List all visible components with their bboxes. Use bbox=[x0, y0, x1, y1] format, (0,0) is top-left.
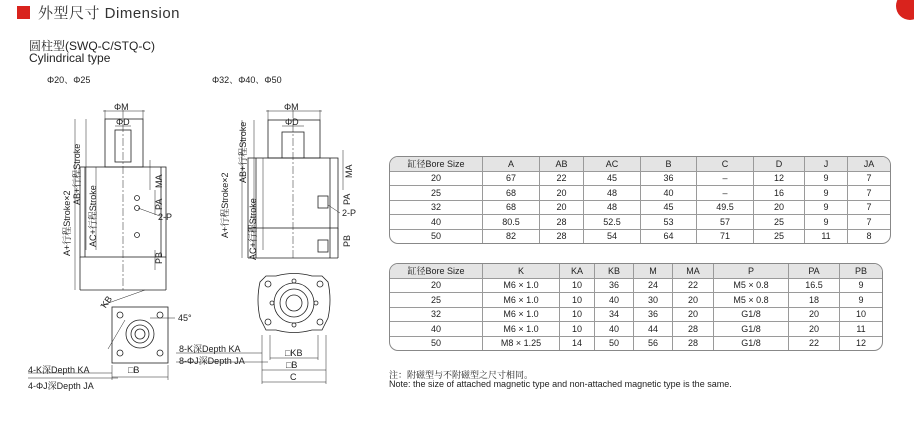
right-dim-c: C bbox=[290, 372, 297, 382]
table-cell: 22 bbox=[540, 171, 584, 186]
right-dim-pa: PA bbox=[342, 193, 352, 205]
table-cell: 20 bbox=[390, 171, 483, 186]
table-cell: 7 bbox=[848, 186, 891, 201]
table-header: P bbox=[714, 264, 789, 278]
table-header-row bbox=[390, 157, 890, 171]
table-cell: M6 × 1.0 bbox=[483, 278, 560, 293]
table-cell: 82 bbox=[483, 229, 540, 243]
table-row bbox=[390, 293, 882, 308]
table-cell: 7 bbox=[848, 215, 891, 230]
table-cell: 68 bbox=[483, 186, 540, 201]
table-cell: 32 bbox=[390, 307, 483, 322]
table-cell: 14 bbox=[560, 336, 595, 350]
table-cell: 9 bbox=[805, 186, 848, 201]
table-cell: 45 bbox=[641, 200, 697, 215]
table-cell: M6 × 1.0 bbox=[483, 322, 560, 337]
table-cell: – bbox=[697, 171, 754, 186]
table-cell: 40 bbox=[595, 322, 634, 337]
table-row bbox=[390, 171, 890, 186]
table-cell: 18 bbox=[789, 293, 840, 308]
note-cn: 注：附磁型与不附磁型之尺寸相同。 bbox=[389, 370, 534, 380]
table-cell: 12 bbox=[754, 171, 805, 186]
table-cell: 45 bbox=[584, 171, 641, 186]
table-cell: 10 bbox=[840, 307, 883, 322]
table-row bbox=[390, 229, 890, 243]
table-cell: 28 bbox=[540, 229, 584, 243]
right-dim-d: ΦD bbox=[285, 117, 299, 127]
type-title-cn: 圆柱型(SWQ-C/STQ-C) bbox=[29, 39, 155, 53]
table-cell: 64 bbox=[641, 229, 697, 243]
table-cell: 28 bbox=[673, 322, 714, 337]
table-cell: M6 × 1.0 bbox=[483, 307, 560, 322]
right-dim-pb: PB bbox=[342, 234, 352, 247]
table-cell: 9 bbox=[805, 171, 848, 186]
page-title: 外型尺寸 Dimension bbox=[38, 5, 181, 22]
table-row bbox=[390, 186, 890, 201]
table-cell: 40 bbox=[390, 215, 483, 230]
table-header: D bbox=[754, 157, 805, 171]
right-note-k: 8-K深Depth KA bbox=[179, 344, 241, 354]
table-row bbox=[390, 278, 882, 293]
right-dim-ab: AB+行程Stroke bbox=[238, 121, 248, 183]
table-cell: 49.5 bbox=[697, 200, 754, 215]
left-port-label: 2-P bbox=[158, 212, 173, 222]
table-header: AB bbox=[540, 157, 584, 171]
table-cell: 10 bbox=[560, 307, 595, 322]
table-header: PA bbox=[789, 264, 840, 278]
table-header: AC bbox=[584, 157, 641, 171]
left-dim-ac: AC+行程Stroke bbox=[88, 185, 98, 247]
table-cell: 25 bbox=[390, 293, 483, 308]
table-cell: 32 bbox=[390, 200, 483, 215]
right-bore-caption: Φ32、Φ40、Φ50 bbox=[212, 75, 282, 85]
right-bottom-view bbox=[176, 274, 330, 385]
table-header: PB bbox=[840, 264, 883, 278]
right-dim-stroke2: A+行程Stroke×2 bbox=[220, 172, 230, 238]
table-cell: 40 bbox=[595, 293, 634, 308]
table-cell: 44 bbox=[634, 322, 673, 337]
table-cell: 22 bbox=[789, 336, 840, 350]
table-cell: 71 bbox=[697, 229, 754, 243]
table-cell: 50 bbox=[390, 229, 483, 243]
table-cell: 36 bbox=[595, 278, 634, 293]
table-cell: 30 bbox=[634, 293, 673, 308]
table-cell: 10 bbox=[560, 322, 595, 337]
dimension-table-2 bbox=[389, 263, 883, 351]
left-dim-stroke2: A+行程Stroke×2 bbox=[62, 190, 72, 256]
table-cell: 67 bbox=[483, 171, 540, 186]
left-note-j: 4-ΦJ深Depth JA bbox=[28, 381, 94, 391]
table-header: A bbox=[483, 157, 540, 171]
table-cell: 10 bbox=[560, 293, 595, 308]
left-dim-b: □B bbox=[128, 365, 140, 375]
table-cell: 36 bbox=[634, 307, 673, 322]
table-header: MA bbox=[673, 264, 714, 278]
right-dim-kb: □KB bbox=[285, 348, 303, 358]
table-cell: 20 bbox=[540, 186, 584, 201]
table-cell: 20 bbox=[540, 200, 584, 215]
table-header: C bbox=[697, 157, 754, 171]
table-cell: 50 bbox=[595, 336, 634, 350]
right-port-label: 2-P bbox=[342, 208, 357, 218]
table-cell: 20 bbox=[673, 293, 714, 308]
table-cell: 24 bbox=[634, 278, 673, 293]
table-cell: 57 bbox=[697, 215, 754, 230]
table-header-row bbox=[390, 264, 882, 278]
table-cell: 48 bbox=[584, 186, 641, 201]
table-cell: 48 bbox=[584, 200, 641, 215]
left-dim-pa: PA bbox=[154, 198, 164, 210]
table-header: KB bbox=[595, 264, 634, 278]
table-row bbox=[390, 215, 890, 230]
table-cell: 25 bbox=[390, 186, 483, 201]
table-cell: 10 bbox=[560, 278, 595, 293]
left-dim-pb: PB bbox=[154, 251, 164, 264]
table-row bbox=[390, 322, 882, 337]
table-cell: 11 bbox=[840, 322, 883, 337]
table-header: KA bbox=[560, 264, 595, 278]
table-cell: 7 bbox=[848, 200, 891, 215]
table-row bbox=[390, 336, 882, 350]
table-header: 缸径Bore Size bbox=[390, 264, 483, 278]
table-cell: 22 bbox=[673, 278, 714, 293]
left-dim-ma: MA bbox=[154, 174, 164, 188]
table-cell: M5 × 0.8 bbox=[714, 278, 789, 293]
table-row bbox=[390, 200, 890, 215]
table-cell: 28 bbox=[540, 215, 584, 230]
table-cell: 36 bbox=[641, 171, 697, 186]
table-cell: 20 bbox=[754, 200, 805, 215]
left-dim-ab: AB+行程Stroke bbox=[72, 143, 82, 205]
left-dim-m: ΦM bbox=[114, 102, 129, 112]
table-row bbox=[390, 307, 882, 322]
right-note-j: 8-ΦJ深Depth JA bbox=[179, 356, 245, 366]
right-dim-ma: MA bbox=[344, 164, 354, 178]
type-title-en: Cylindrical type bbox=[29, 51, 111, 65]
table-cell: 80.5 bbox=[483, 215, 540, 230]
table-cell: 20 bbox=[789, 322, 840, 337]
table-cell: G1/8 bbox=[714, 336, 789, 350]
note-en: Note: the size of attached magnetic type and non-attached magnetic type is the same. bbox=[389, 379, 732, 389]
table-header: B bbox=[641, 157, 697, 171]
dimension-table-1 bbox=[389, 156, 891, 244]
table-cell: 20 bbox=[673, 307, 714, 322]
table-cell: 28 bbox=[673, 336, 714, 350]
table-cell: 34 bbox=[595, 307, 634, 322]
table-cell: 40 bbox=[390, 322, 483, 337]
table-cell: – bbox=[697, 186, 754, 201]
right-dim-b: □B bbox=[286, 360, 298, 370]
table-cell: 7 bbox=[848, 171, 891, 186]
table-cell: 20 bbox=[789, 307, 840, 322]
table-header: K bbox=[483, 264, 560, 278]
table-cell: G1/8 bbox=[714, 307, 789, 322]
table-header: JA bbox=[848, 157, 891, 171]
table-header: M bbox=[634, 264, 673, 278]
table-cell: 56 bbox=[634, 336, 673, 350]
table-cell: M8 × 1.25 bbox=[483, 336, 560, 350]
table-cell: 12 bbox=[855, 338, 866, 349]
table-header: 缸径Bore Size bbox=[390, 157, 483, 171]
table-cell: M6 × 1.0 bbox=[483, 293, 560, 308]
right-dim-ac: AC+行程Stroke bbox=[248, 198, 258, 260]
table-cell: 16.5 bbox=[789, 278, 840, 293]
left-angle: 45° bbox=[178, 313, 192, 323]
table-cell: 9 bbox=[805, 215, 848, 230]
right-dim-m: ΦM bbox=[284, 102, 299, 112]
left-note-k: 4-K深Depth KA bbox=[28, 365, 90, 375]
table-header: J bbox=[805, 157, 848, 171]
table-cell: 52.5 bbox=[584, 215, 641, 230]
table-cell: 20 bbox=[390, 278, 483, 293]
table-cell: M5 × 0.8 bbox=[714, 293, 789, 308]
table-cell: G1/8 bbox=[714, 322, 789, 337]
left-bore-caption: Φ20、Φ25 bbox=[47, 75, 91, 85]
left-dim-kb: KB bbox=[99, 294, 115, 310]
table-cell: 54 bbox=[584, 229, 641, 243]
table-cell: 53 bbox=[641, 215, 697, 230]
table-cell: 50 bbox=[390, 336, 483, 350]
table-cell: 11 bbox=[805, 229, 848, 243]
table-cell: 40 bbox=[641, 186, 697, 201]
table-cell: 68 bbox=[483, 200, 540, 215]
table-cell: 9 bbox=[805, 200, 848, 215]
table-cell: 16 bbox=[754, 186, 805, 201]
table-cell: 9 bbox=[840, 293, 883, 308]
table-cell: 25 bbox=[754, 229, 805, 243]
table-cell: 25 bbox=[754, 215, 805, 230]
table-cell: 9 bbox=[840, 278, 883, 293]
left-dim-d: ΦD bbox=[116, 117, 130, 127]
table-cell: 8 bbox=[866, 231, 872, 242]
